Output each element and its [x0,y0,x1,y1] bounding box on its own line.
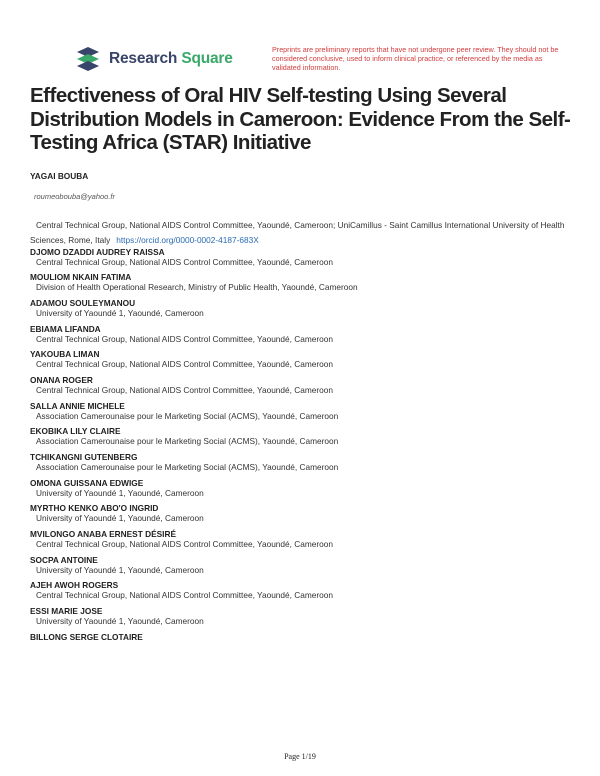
author-affiliation: Central Technical Group, National AIDS Control Committee, Yaoundé, Cameroon [36,256,333,267]
author-name: SOCPA ANTOINE [30,554,98,565]
corresponding-author-email[interactable]: roumeobouba@yahoo.fr [34,192,115,201]
author-affiliation: University of Yaoundé 1, Yaoundé, Cameroon [36,487,204,498]
corresponding-author-name: YAGAI BOUBA [30,171,89,181]
corresponding-author-affiliation [30,218,575,247]
paper-title: Effectiveness of Oral HIV Self-testing Using Several Distribution Models in Cameroon: Evidence From the Self-Testing Africa (STAR) Initiative [30,84,571,154]
author-affiliation: University of Yaoundé 1, Yaoundé, Cameroon [36,564,204,575]
author-affiliation: University of Yaoundé 1, Yaoundé, Cameroon [36,616,204,627]
author-name: OMONA GUISSANA EDWIGE [30,477,144,488]
author-name: ESSI MARIE JOSE [30,606,103,617]
author-affiliation: Central Technical Group, National AIDS Control Committee, Yaoundé, Cameroon [36,384,333,395]
author-name: MYRTHO KENKO ABO'O INGRID [30,503,159,514]
logo-word-square: Square [181,50,233,67]
logo-wordmark [109,50,233,68]
author-name: MOULIOM NKAIN FATIMA [30,272,132,283]
affiliation-text: Central Technical Group, National AIDS Control Committee, Yaoundé, Cameroon; UniCamillus - Saint Camillus International University of Health Sciences, Rome, Italy [30,220,565,245]
author-name: EKOBIKA LILY CLAIRE [30,426,121,437]
author-name: ADAMOU SOULEYMANOU [30,297,136,308]
author-affiliation: Division of Health Operational Research, Ministry of Public Health, Yaoundé, Cameroon [36,282,358,293]
author-affiliation: University of Yaoundé 1, Yaoundé, Cameroon [36,513,204,524]
author-name: ONANA ROGER [30,374,93,385]
author-name: MVILONGO ANABA ERNEST DÉSIRÉ [30,529,176,540]
author-affiliation: Central Technical Group, National AIDS Control Committee, Yaoundé, Cameroon [36,539,333,550]
research-square-logo-icon [74,46,104,72]
author-name: EBIAMA LIFANDA [30,323,101,334]
author-name: BILLONG SERGE CLOTAIRE [30,631,143,642]
author-name: TCHIKANGNI GUTENBERG [30,452,138,462]
author-list [30,172,575,643]
author-name: YAKOUBA LIMAN [30,349,100,360]
coauthor-list [30,248,575,643]
logo-word-research: Research [109,50,178,67]
author-name: AJEH AWOH ROGERS [30,580,119,591]
author-name: DJOMO DZADDI AUDREY RAISSA [30,246,165,257]
orcid-link[interactable]: https://orcid.org/0000-0002-4187-683X [116,234,259,245]
author-affiliation: Association Camerounaise pour le Marketing Social (ACMS), Yaoundé, Cameroon [36,462,339,472]
author-affiliation: Association Camerounaise pour le Marketing Social (ACMS), Yaoundé, Cameroon [36,410,339,421]
author-affiliation: Central Technical Group, National AIDS Control Committee, Yaoundé, Cameroon [36,590,333,601]
preprint-notice: Preprints are preliminary reports that have not undergone peer review. They should not be considered conclusive, used to inform clinical practice, or referenced by the media as validated information. [272,45,559,72]
author-affiliation: University of Yaoundé 1, Yaoundé, Cameroon [36,307,204,318]
author-affiliation: Association Camerounaise pour le Marketing Social (ACMS), Yaoundé, Cameroon [36,436,339,447]
page-number: Page 1/19 [284,752,316,761]
author-affiliation: Central Technical Group, National AIDS Control Committee, Yaoundé, Cameroon [36,333,333,344]
author-name: SALLA ANNIE MICHELE [30,400,125,411]
research-square-logo[interactable] [74,46,233,72]
author-affiliation: Central Technical Group, National AIDS Control Committee, Yaoundé, Cameroon [36,359,333,370]
